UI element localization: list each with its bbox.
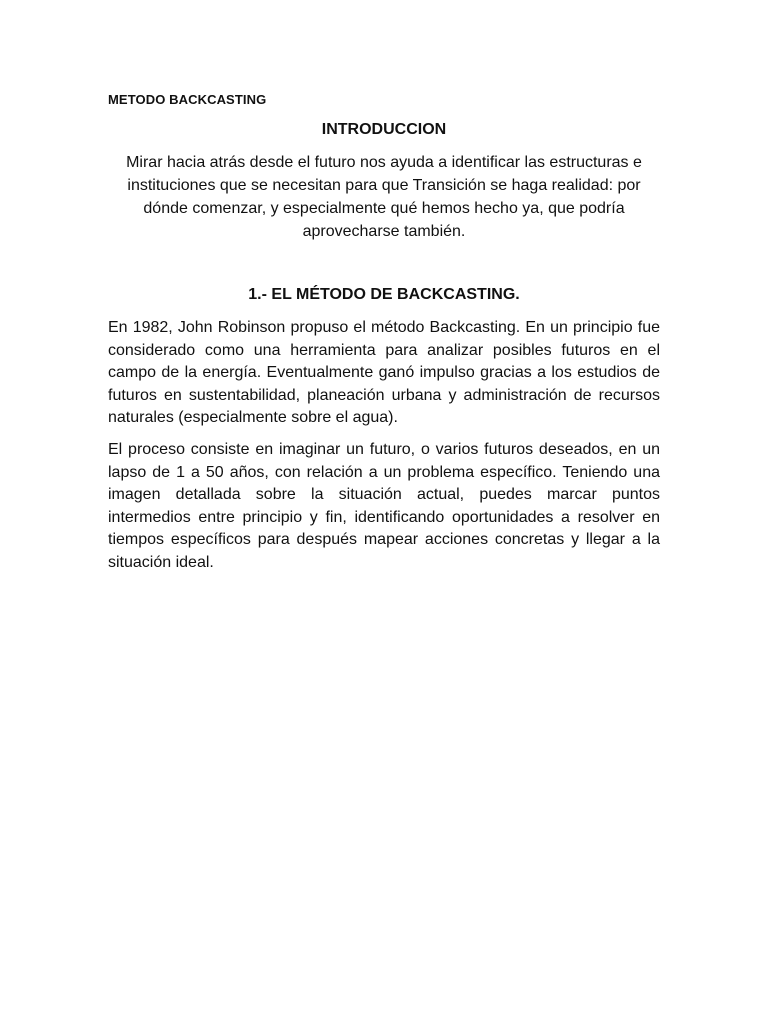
section-1-heading: 1.- EL MÉTODO DE BACKCASTING.	[248, 286, 520, 303]
section-1-paragraph-2: El proceso consiste en imaginar un futuro, o varios futuros deseados, en un lapso de 1 a 50 años, con relación a un problema específico. Teniendo una imagen detallada sobre la situación actual, puedes marcar puntos intermedios entre principio y fin, identificando oportunidades a resolver en tiempos específicos para después mapear acciones concretas y llegar a la situación ideal.	[108, 441, 660, 571]
section-1-paragraph-1: En 1982, John Robinson propuso el método Backcasting. En un principio fue considerado como una herramienta para analizar posibles futuros en el campo de la energía. Eventualmente ganó impulso gracias a los estudios de futuros en sustentabilidad, planeación urbana y administración de recursos naturales (especialmente sobre el agua).	[108, 319, 660, 426]
introduction-paragraph: Mirar hacia atrás desde el futuro nos ayuda a identificar las estructuras e instituciones que se necesitan para que Transición se haga realidad: por dónde comenzar, y especialmente qué hemos hecho ya, que podría aprovecharse también.	[126, 154, 642, 240]
introduction-heading: INTRODUCCION	[321, 121, 447, 138]
document-label: METODO BACKCASTING	[108, 92, 267, 107]
